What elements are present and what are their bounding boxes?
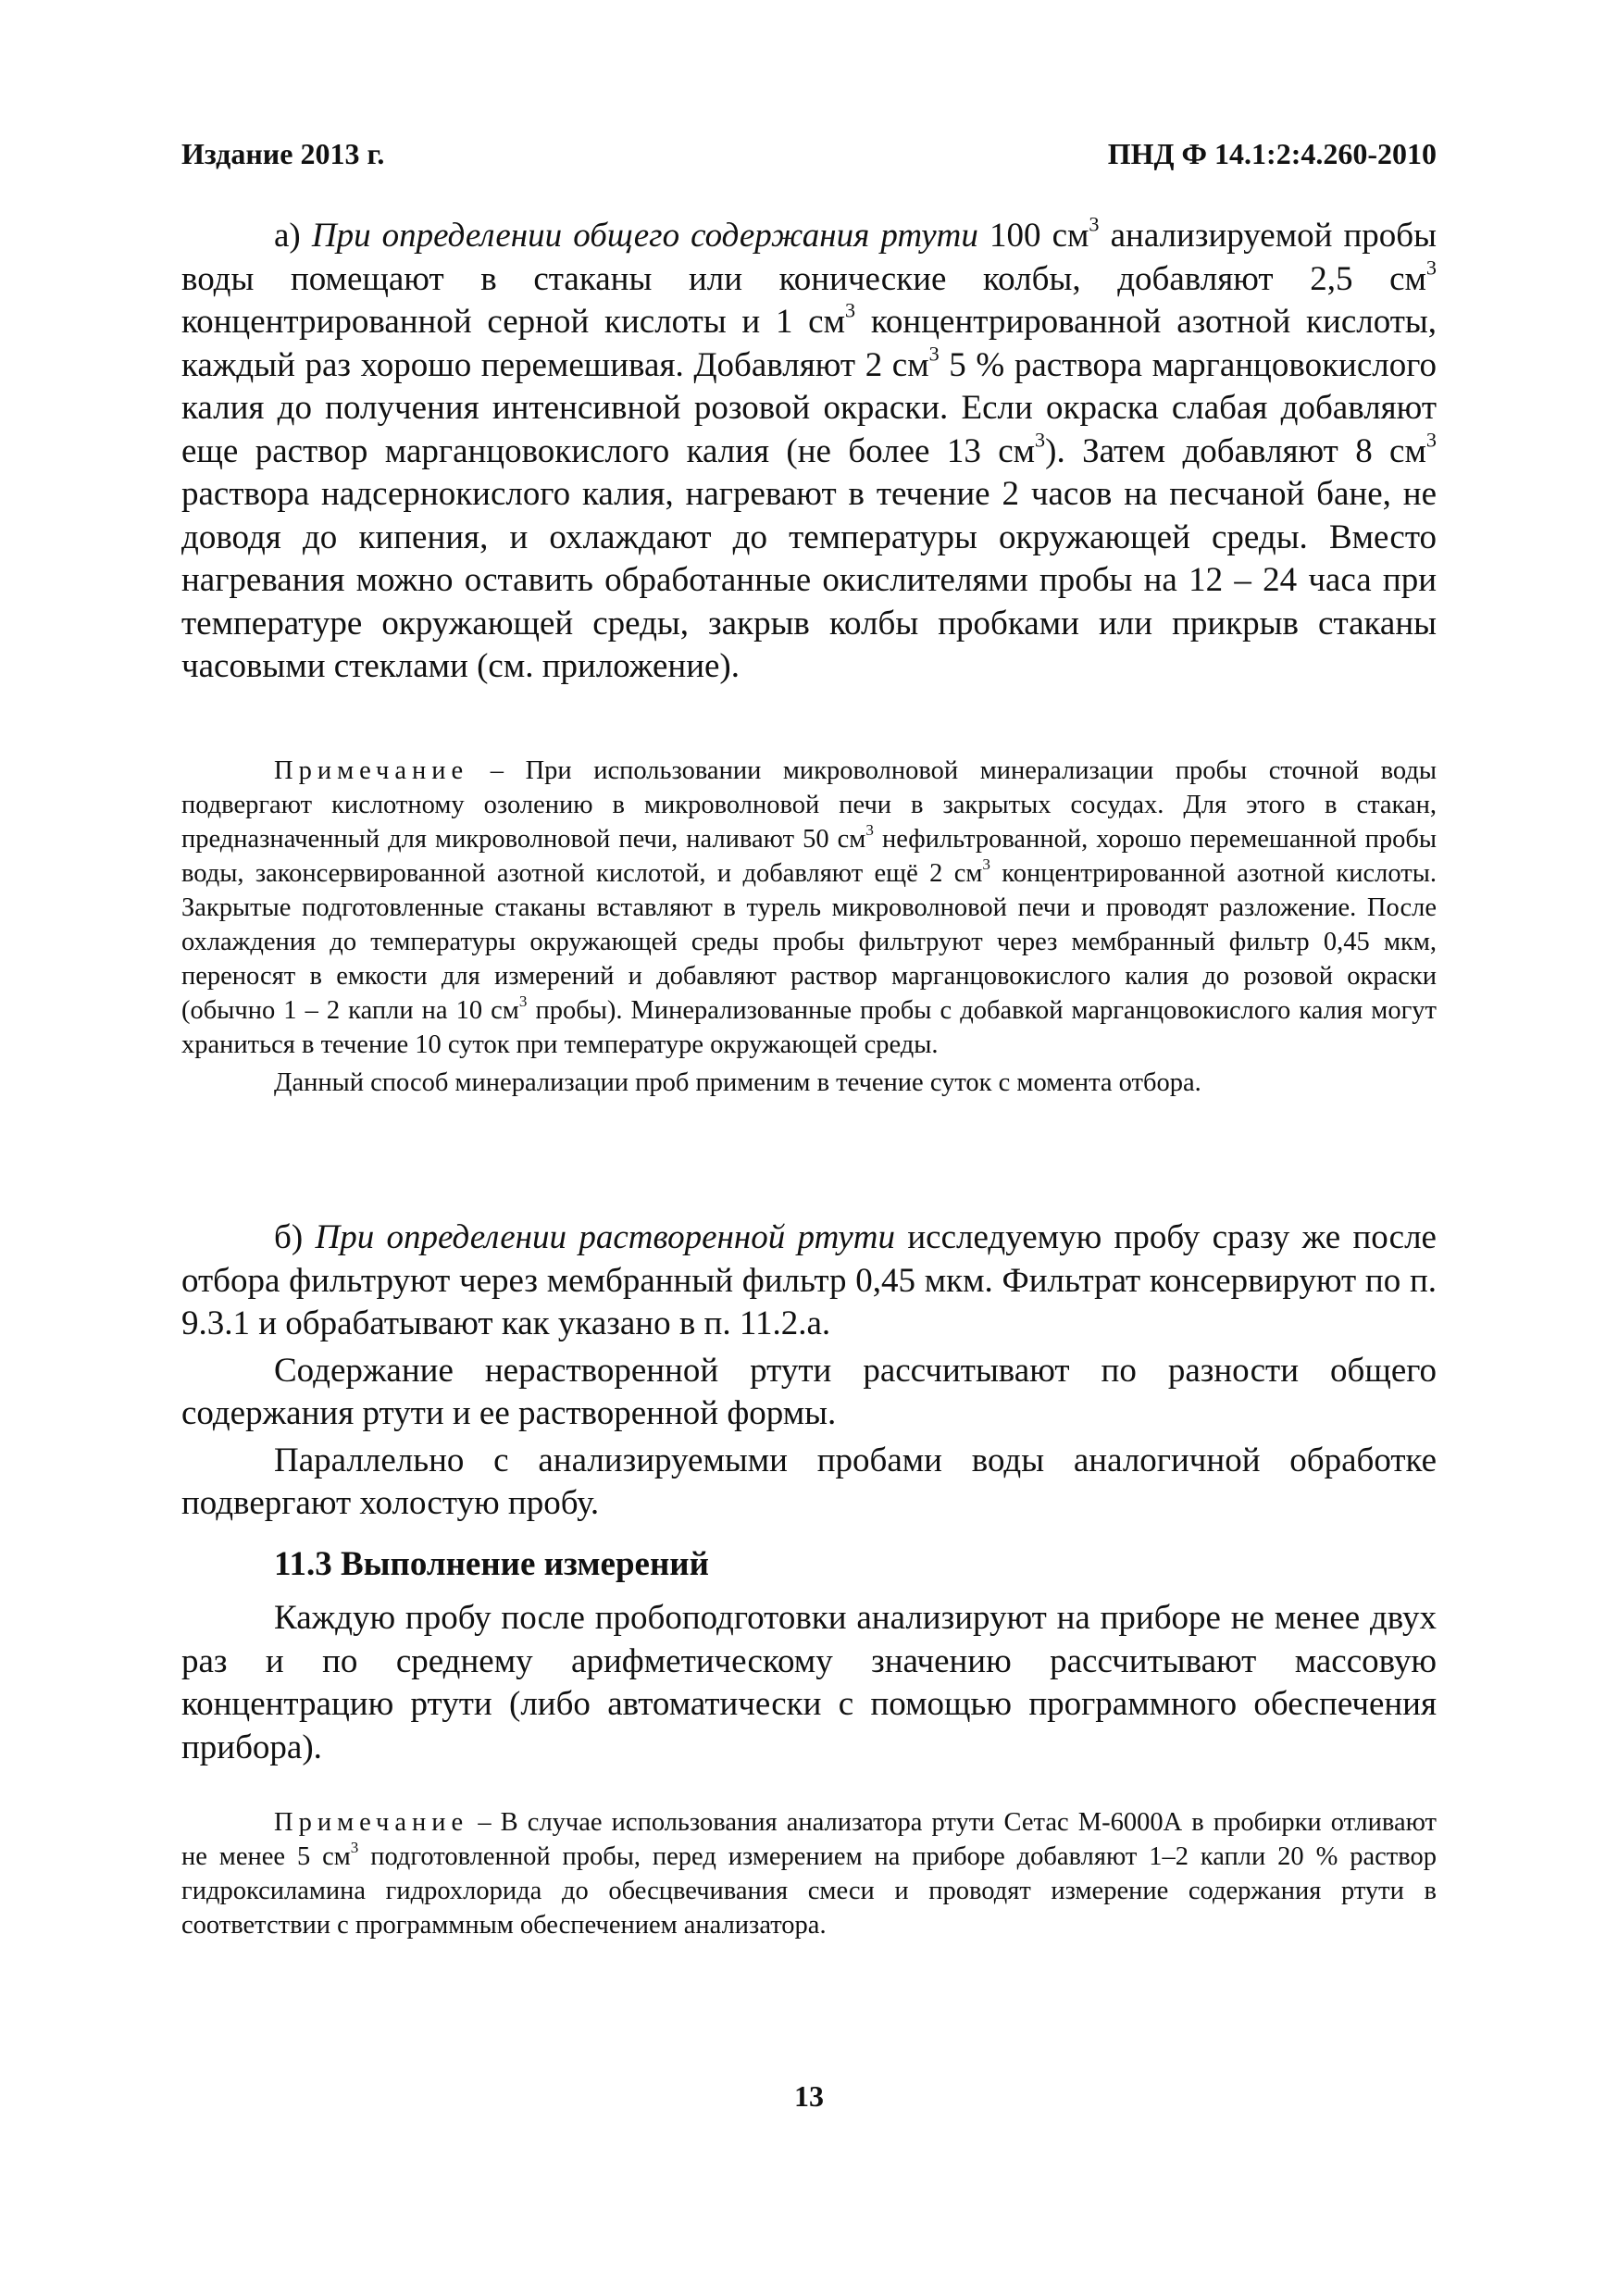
para-a-label: а) xyxy=(274,217,312,255)
note-1-label: Примечание xyxy=(274,756,469,785)
paragraph-blank-sample: Параллельно с анализируемыми пробами воды аналогичной обработке подвергают холостую пробу. xyxy=(181,1441,1437,1522)
note-2-label: Примечание xyxy=(274,1808,469,1837)
para-b-label: б) xyxy=(274,1218,316,1256)
para-a-italic: При определении общего содержания ртути xyxy=(311,217,978,255)
paragraph-measurement: Каждую пробу после пробоподготовки анализируют на приборе не менее двух раз и по среднему арифметическому значению рассчитывают массовую концентрацию ртути (либо автоматически с помощью программного обеспечения прибора). xyxy=(181,1599,1437,1766)
paragraph-undissolved-mercury: Содержание нерастворенной ртути рассчитывают по разности общего содержания ртути и ее растворенной формы. xyxy=(181,1351,1437,1432)
note-1-extra: Данный способ минерализации проб применим в течение суток с момента отбора. xyxy=(274,1068,1201,1097)
section-11-3 xyxy=(181,1544,1437,1769)
para-a-block xyxy=(181,212,1437,689)
paragraph-total-mercury: а) При определении общего содержания ртути 100 $см^3$ анализируемой пробы воды помещают в стаканы или конические колбы, добавляют 2,5 $см^3$ концентрированной серной кислоты и 1 $см^3$ концентрированной азотной кислоты, каждый раз хорошо перемешивая. Добавляют 2 $см^3$ 5 % раствора марганцовокислого калия до получения интенсивной розовой окраски. Если окраска слабая добавляют еще раствор марганцовокислого калия (не более 13 $см^3$). Затем добавляют 8 $см^3$ раствора надсернокислого калия, нагревают в течение 2 часов на песчаной бане, не доводя до кипения, и охлаждают до температуры окружающей среды. Вместо нагревания можно оставить обработанные окислителями пробы на 12 – 24 часа при температуре окружающей среды, закрыв колбы пробками или прикрыв стаканы часовыми стеклами (см. приложение). xyxy=(181,212,1437,685)
note-2-block xyxy=(181,1805,1437,1942)
para-b-block xyxy=(181,1217,1437,1526)
paragraph-dissolved-mercury: б) При определении растворенной ртути исследуемую пробу сразу же после отбора фильтруют через мембранный фильтр 0,45 мкм. Фильтрат консервируют по п. 9.3.1 и обрабатывают как указано в п. 11.2.а. xyxy=(181,1218,1437,1342)
page-number: 13 xyxy=(794,2079,824,2113)
note-microwave-mineralization: Примечание – При использовании микроволновой минерализации пробы сточной воды подвергают кислотному озолению в микроволновой печи в закрытых сосудах. Для этого в стакан, предназначенный для микроволновой печи, наливают 50 $см^3$ нефильтрованной, хорошо перемешанной пробы воды, законсервированной азотной кислотой, и добавляют ещё 2 $см^3$ концентрированной азотной кислоты. Закрытые подготовленные стаканы вставляют в турель микроволновой печи и проводят разложение. После охлаждения до температуры окружающей среды пробы фильтруют через мембранный фильтр 0,45 мкм, переносят в емкости для измерений и добавляют раствор марганцовокислого калия до розовой окраски (обычно 1 – 2 капли на 10 $см^3$ пробы). Минерализованные пробы с добавкой марганцовокислого калия могут храниться в течение 10 суток при температуре окружающей среды. xyxy=(181,756,1437,1059)
edition-label: Издание 2013 г. xyxy=(181,137,385,170)
note-analyzer: Примечание – В случае использования анализатора ртути Сетас М-6000А в пробирки отливают не менее 5 $см^3$ подготовленной пробы, перед измерением на приборе добавляют 1–2 капли 20 % раствор гидроксиламина гидрохлорида до обесцвечивания смеси и проводят измерение содержания ртути в соответствии с программным обеспечением анализатора. xyxy=(181,1808,1437,1940)
document-code: ПНД Ф 14.1:2:4.260-2010 xyxy=(1107,137,1437,170)
note-1-block xyxy=(181,754,1437,1100)
para-b-italic: При определении растворенной ртути xyxy=(315,1218,896,1256)
section-heading: 11.3 Выполнение измерений xyxy=(274,1545,709,1583)
